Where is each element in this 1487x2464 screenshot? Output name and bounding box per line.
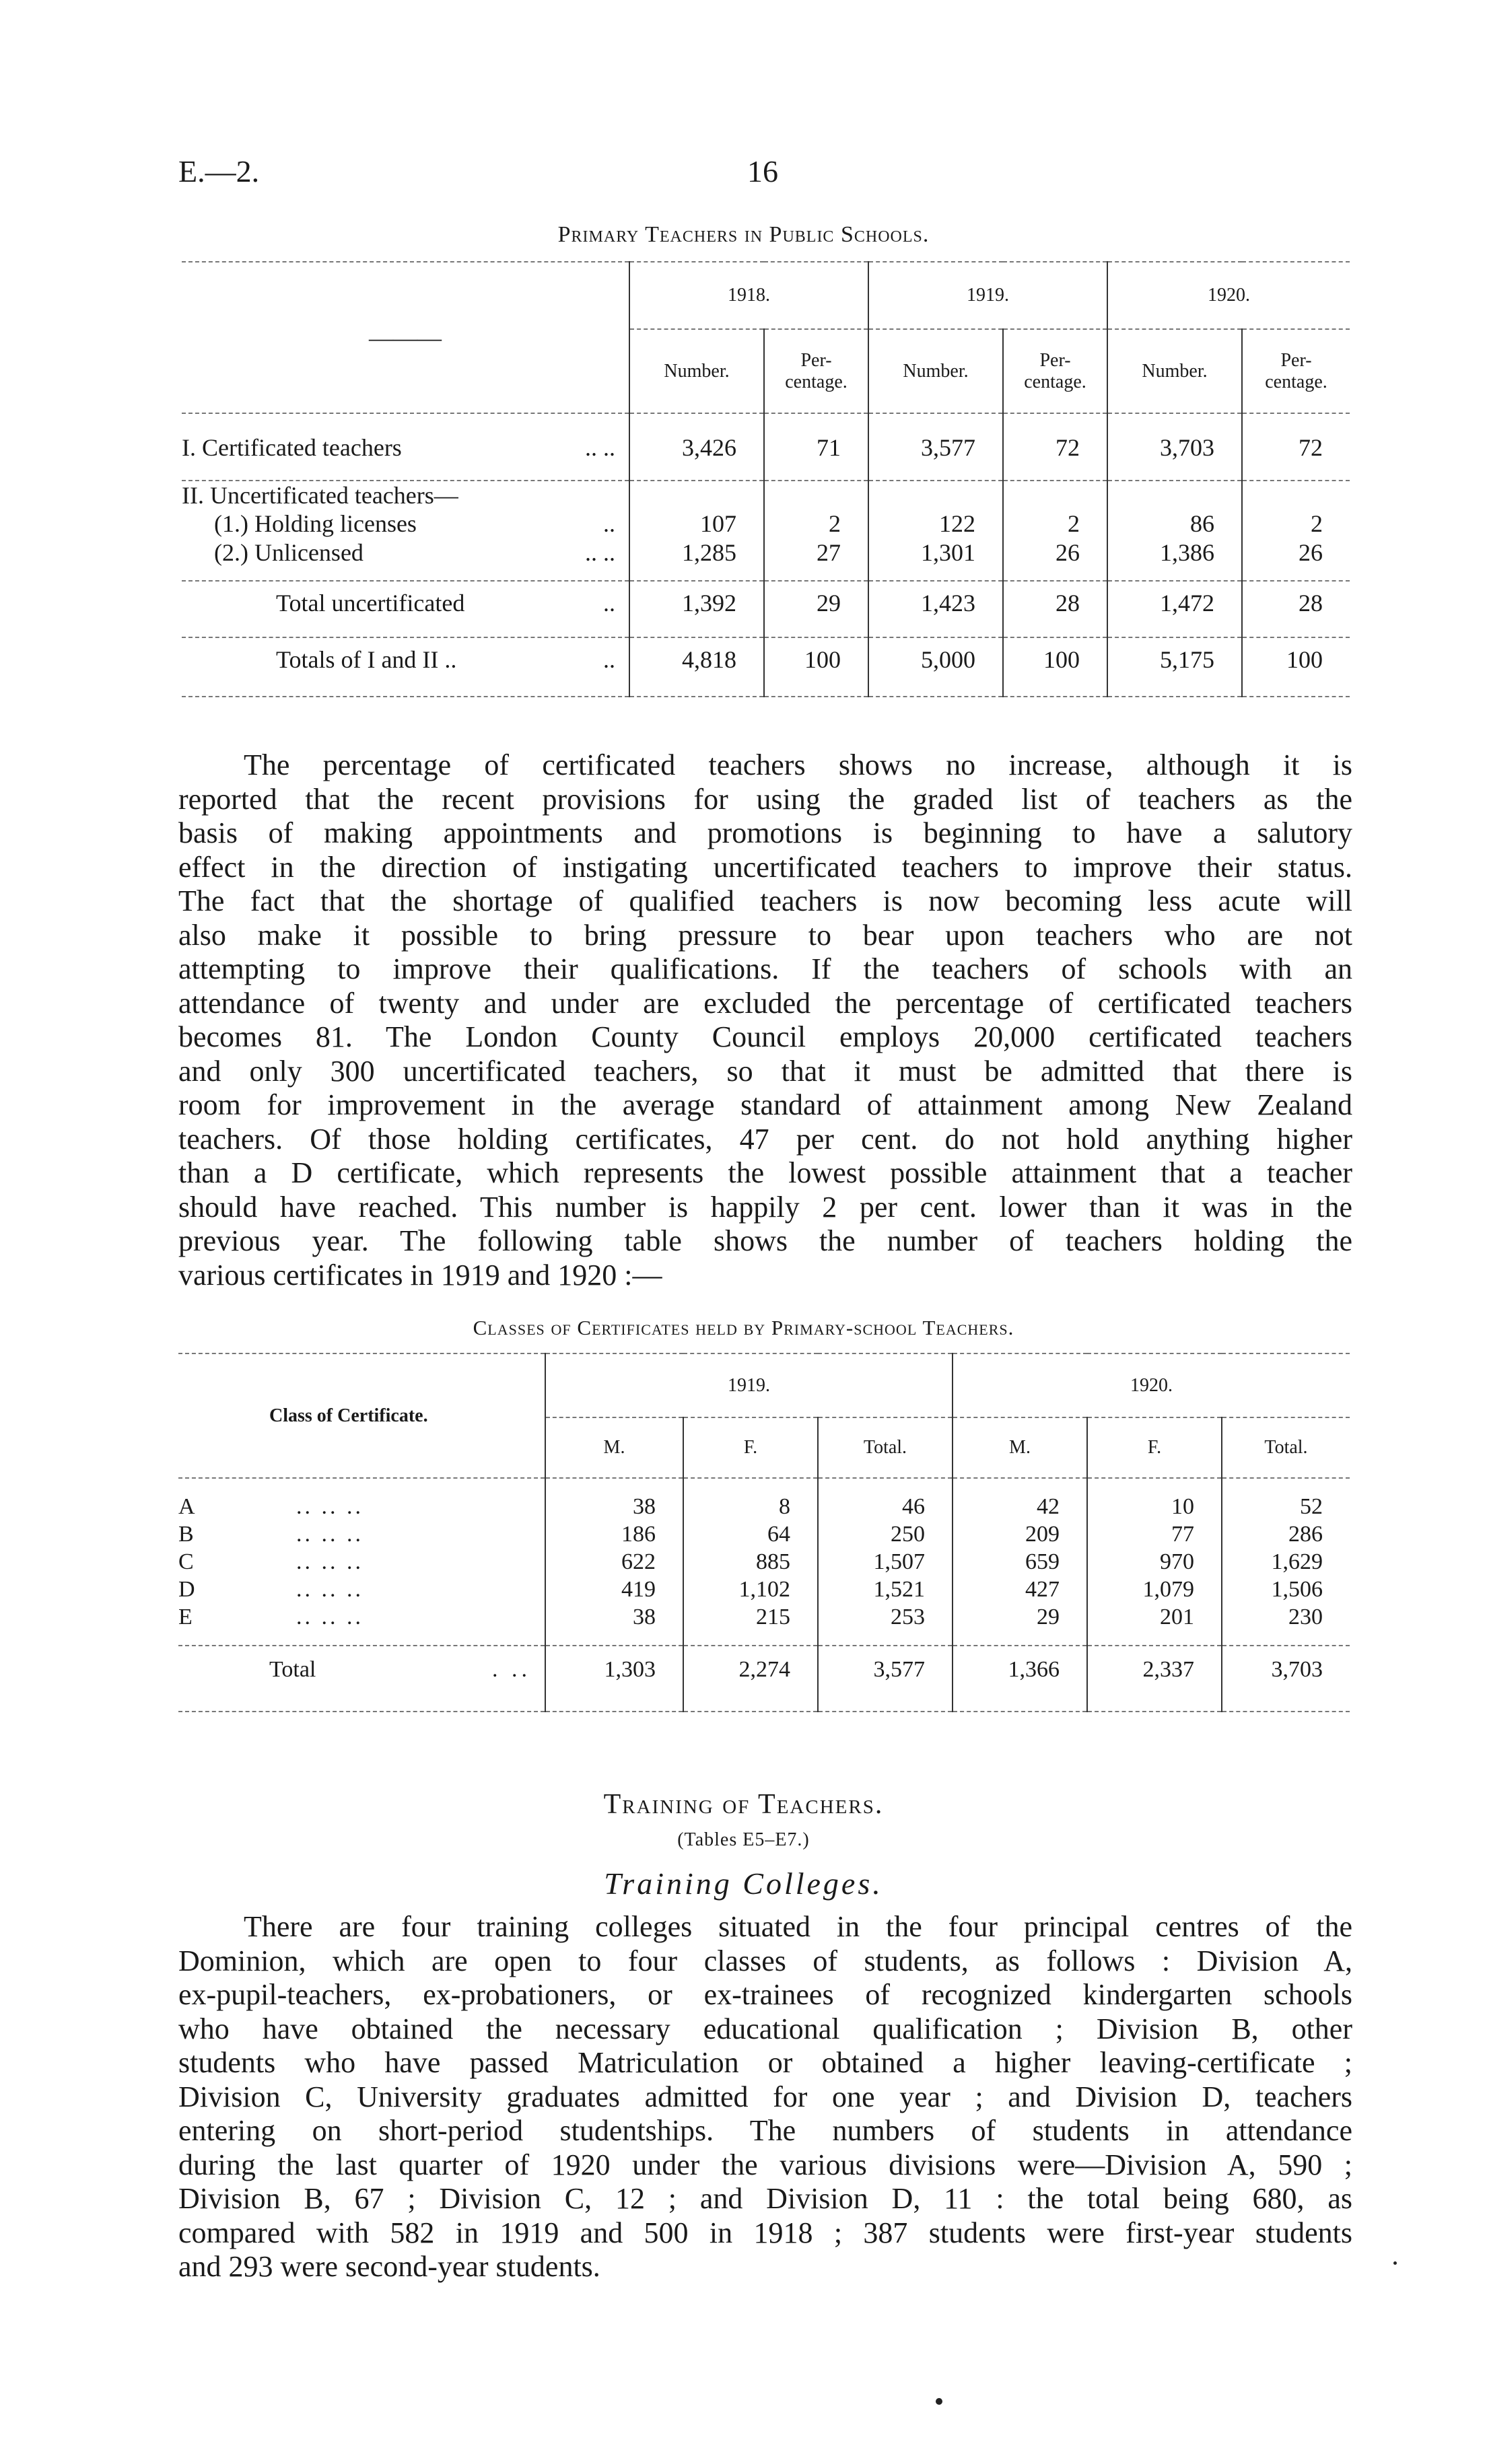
text-line: The percentage of certificated teachers shows no increase, although it is xyxy=(244,748,1352,781)
leader-dots: .. .. xyxy=(585,539,615,566)
cell: 52 xyxy=(1300,1493,1323,1519)
year-1918: 1918. xyxy=(629,262,868,329)
cell: 38 xyxy=(545,1493,683,1520)
cell: 8 xyxy=(683,1493,818,1520)
cell: 1,386 xyxy=(1107,538,1242,567)
cell: 100 xyxy=(764,637,868,680)
leader-dots: .. .. .. xyxy=(296,1604,364,1629)
text-line: who have obtained the necessary educational qualification ; Division B, other xyxy=(178,2012,1352,2045)
cell: 10 xyxy=(1087,1493,1222,1520)
print-mark xyxy=(936,2398,942,2405)
leader-dots: .. xyxy=(603,589,615,617)
text-line: during the last quarter of 1920 under the various divisions were—Division A, 590 ; xyxy=(178,2148,1352,2181)
cell: 1,629 xyxy=(1271,1549,1323,1574)
cell: 5,175 xyxy=(1107,637,1242,680)
text-line: and only 300 uncertificated teachers, so that it must be admitted that there is xyxy=(178,1054,1352,1088)
year-1920: 1920. xyxy=(1107,262,1350,329)
cell: 253 xyxy=(818,1603,953,1631)
cell: 209 xyxy=(953,1520,1087,1548)
cell: 100 xyxy=(1242,637,1350,680)
text-line: There are four training colleges situated in the four principal centres of the xyxy=(244,1910,1352,1943)
cell: 107 xyxy=(629,509,764,538)
row-label: A xyxy=(178,1493,195,1519)
cell: 1,285 xyxy=(629,538,764,567)
cell: 3,426 xyxy=(629,428,764,467)
row-label: D xyxy=(178,1576,195,1602)
subhead-f: F. xyxy=(1087,1417,1222,1478)
text-line: becomes 81. The London County Council employs 20,000 certificated teachers xyxy=(178,1020,1352,1053)
cell: 64 xyxy=(683,1520,818,1548)
cell: 215 xyxy=(683,1603,818,1631)
leader-dots: .. .. .. xyxy=(296,1576,364,1602)
text-line: reported that the recent provisions for using the graded list of teachers as the xyxy=(178,782,1352,816)
text-line: compared with 582 in 1919 and 500 in 1918 ; 387 students were first-year students xyxy=(178,2216,1352,2249)
cell: 122 xyxy=(868,509,1003,538)
row-class-e xyxy=(178,1603,1350,1631)
text-line: than a D certificate, which represents the lowest possible attainment that a teacher xyxy=(178,1156,1352,1189)
cell: 1,102 xyxy=(683,1576,818,1603)
print-mark xyxy=(1393,2261,1397,2265)
subhead-percentage: Per- centage. xyxy=(764,329,868,413)
cell: 100 xyxy=(1003,637,1107,680)
cell: 419 xyxy=(545,1576,683,1603)
cell: 1,079 xyxy=(1087,1576,1222,1603)
cell: 186 xyxy=(545,1520,683,1548)
cell: 29 xyxy=(764,581,868,624)
text-line: also make it possible to bring pressure to bear upon teachers who are not xyxy=(178,918,1352,952)
text-line: attendance of twenty and under are excluded the percentage of certificated teachers xyxy=(178,986,1352,1020)
cell: 26 xyxy=(1003,538,1107,567)
text-line: should have reached. This number is happily 2 per cent. lower than it was in the xyxy=(178,1190,1352,1224)
paragraph-certificated-teachers xyxy=(178,748,1352,1292)
primary-teachers-table xyxy=(182,261,1350,697)
leader-dots: . .. xyxy=(492,1656,531,1682)
cell: 286 xyxy=(1288,1521,1323,1547)
text-line: attempting to improve their qualifications. If the teachers of schools with an xyxy=(178,952,1352,985)
cell: 5,000 xyxy=(868,637,1003,680)
cell: 1,303 xyxy=(545,1646,683,1693)
subhead-total: Total. xyxy=(1264,1437,1308,1458)
row-label: II. Uncertificated teachers— xyxy=(182,482,458,509)
cell: 885 xyxy=(683,1548,818,1576)
table2-title: Classes of Certificates held by Primary-school Teachers. xyxy=(473,1316,1014,1339)
leader-dots: .. xyxy=(603,645,615,673)
cell: 28 xyxy=(1242,581,1350,624)
row-label: Totals of I and II .. xyxy=(276,645,457,673)
page-number: 16 xyxy=(747,154,778,188)
row-totals xyxy=(182,637,1350,680)
leader-dots: .. .. .. xyxy=(296,1549,364,1574)
cell: 42 xyxy=(953,1493,1087,1520)
text-line: Division B, 67 ; Division C, 12 ; and Division D, 11 : the total being 680, as xyxy=(178,2182,1352,2215)
row-class-b xyxy=(178,1520,1350,1548)
cell: 27 xyxy=(764,538,868,567)
text-line: The fact that the shortage of qualified teachers is now becoming less acute will xyxy=(178,884,1352,917)
text-line: and 293 were second-year students. xyxy=(178,2250,600,2283)
row-label: I. Certificated teachers xyxy=(182,434,402,461)
cell: 1,392 xyxy=(629,581,764,624)
cell: 86 xyxy=(1107,509,1242,538)
row-uncertificated-heading xyxy=(182,481,1350,509)
cell: 970 xyxy=(1087,1548,1222,1576)
row-class-d xyxy=(178,1576,1350,1603)
subhead-m: M. xyxy=(545,1417,683,1478)
row-label: Total uncertificated xyxy=(276,589,465,617)
cell: 1,301 xyxy=(868,538,1003,567)
cell: 28 xyxy=(1003,581,1107,624)
cell: 659 xyxy=(953,1548,1087,1576)
subhead-f: F. xyxy=(683,1417,818,1478)
row-total xyxy=(178,1646,1350,1693)
cell: 3,703 xyxy=(1107,428,1242,467)
row-label: C xyxy=(178,1549,194,1574)
row-label: E xyxy=(178,1604,193,1629)
certificate-classes-table xyxy=(178,1353,1350,1712)
class-of-certificate-header: Class of Certificate. xyxy=(178,1353,545,1478)
cell: 1,366 xyxy=(953,1646,1087,1693)
row-unlicensed xyxy=(182,538,1350,567)
row-label: (1.) Holding licenses xyxy=(214,510,417,537)
table1-header-blank: ——— xyxy=(182,262,629,413)
table1-title: Primary Teachers in Public Schools. xyxy=(557,222,930,247)
cell: 2,274 xyxy=(683,1646,818,1693)
tables-reference: (Tables E5–E7.) xyxy=(677,1829,810,1850)
document-code: E.—2. xyxy=(178,154,260,188)
cell: 2 xyxy=(1003,509,1107,538)
text-line: basis of making appointments and promotions is beginning to have a salutory xyxy=(178,816,1352,849)
cell: 3,703 xyxy=(1222,1646,1350,1693)
cell: 2,337 xyxy=(1087,1646,1222,1693)
cell: 250 xyxy=(818,1520,953,1548)
cell: 427 xyxy=(953,1576,1087,1603)
cell: 3,577 xyxy=(818,1646,953,1693)
subhead-number: Number. xyxy=(629,329,764,413)
row-certificated xyxy=(182,428,1350,467)
paragraph-training-colleges xyxy=(178,1910,1352,2284)
text-line: Division C, University graduates admitted for one year ; and Division D, teachers xyxy=(178,2080,1352,2113)
cell: 46 xyxy=(818,1493,953,1520)
cell: 1,507 xyxy=(818,1548,953,1576)
leader-dots: .. .. .. xyxy=(296,1493,364,1519)
leader-dots: .. .. xyxy=(585,434,615,461)
row-total-uncertificated xyxy=(182,581,1350,624)
text-line: previous year. The following table shows the number of teachers holding the xyxy=(178,1224,1352,1257)
cell: 72 xyxy=(1299,434,1323,461)
row-label: Total xyxy=(269,1656,316,1682)
cell: 4,818 xyxy=(629,637,764,680)
training-colleges-subheading: Training Colleges. xyxy=(604,1866,883,1901)
cell: 230 xyxy=(1288,1604,1323,1629)
text-line: ex-pupil-teachers, ex-probationers, or ex-trainees of recognized kindergarten schools xyxy=(178,1978,1352,2011)
row-label: B xyxy=(178,1521,194,1547)
year-1919: 1919. xyxy=(868,262,1107,329)
leader-dots: .. xyxy=(603,510,615,537)
row-holding-licenses xyxy=(182,509,1350,538)
subhead-percentage: Per- centage. xyxy=(1265,349,1327,392)
cell: 72 xyxy=(1003,428,1107,467)
cell: 29 xyxy=(953,1603,1087,1631)
cell: 622 xyxy=(545,1548,683,1576)
training-heading: Training of Teachers. xyxy=(603,1789,884,1820)
text-line: effect in the direction of instigating uncertificated teachers to improve their status. xyxy=(178,850,1352,884)
text-line: students who have passed Matriculation or obtained a higher leaving-certificate ; xyxy=(178,2046,1352,2079)
cell: 1,506 xyxy=(1271,1576,1323,1602)
subhead-m: M. xyxy=(953,1417,1087,1478)
text-line: room for improvement in the average standard of attainment among New Zealand xyxy=(178,1088,1352,1121)
year-1920: 1920. xyxy=(953,1353,1350,1417)
text-line: Dominion, which are open to four classes of students, as follows : Division A, xyxy=(178,1944,1352,1977)
leader-dots: .. .. .. xyxy=(296,1521,364,1547)
cell: 77 xyxy=(1087,1520,1222,1548)
cell: 2 xyxy=(764,509,868,538)
cell: 26 xyxy=(1299,539,1323,566)
row-class-a xyxy=(178,1493,1350,1520)
year-1919: 1919. xyxy=(545,1353,953,1417)
cell: 1,521 xyxy=(818,1576,953,1603)
text-line: various certificates in 1919 and 1920 :— xyxy=(178,1258,662,1292)
row-label: (2.) Unlicensed xyxy=(214,539,364,566)
row-class-c xyxy=(178,1548,1350,1576)
subhead-number: Number. xyxy=(1107,329,1242,413)
cell: 1,423 xyxy=(868,581,1003,624)
cell: 1,472 xyxy=(1107,581,1242,624)
cell: 2 xyxy=(1311,510,1323,537)
cell: 71 xyxy=(764,428,868,467)
text-line: teachers. Of those holding certificates, 47 per cent. do not hold anything higher xyxy=(178,1122,1352,1156)
text-line: entering on short-period studentships. The numbers of students in attendance xyxy=(178,2114,1352,2147)
cell: 201 xyxy=(1087,1603,1222,1631)
cell: 38 xyxy=(545,1603,683,1631)
cell: 3,577 xyxy=(868,428,1003,467)
subhead-number: Number. xyxy=(868,329,1003,413)
subhead-total: Total. xyxy=(818,1417,953,1478)
subhead-percentage: Per- centage. xyxy=(1003,329,1107,413)
